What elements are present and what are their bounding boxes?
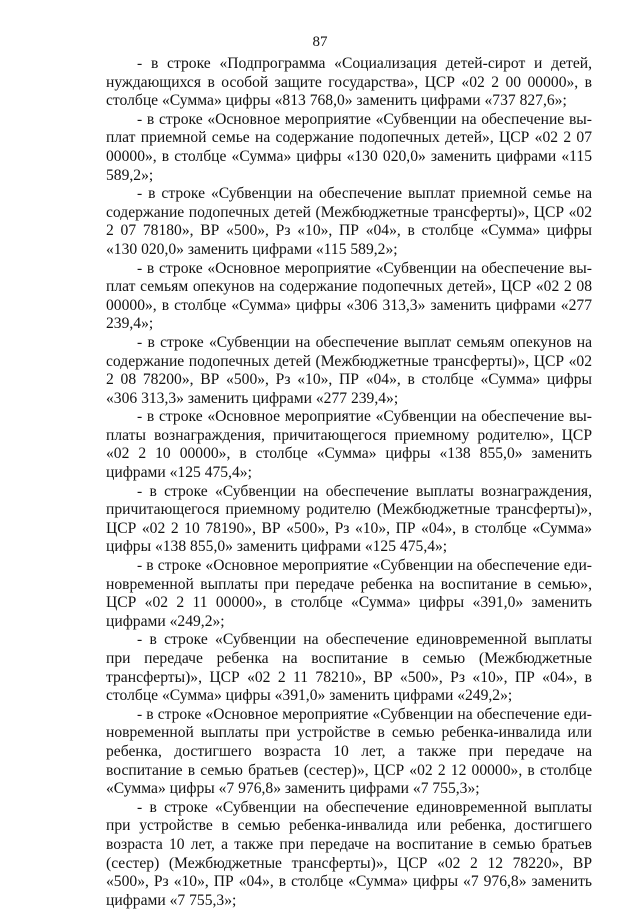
document-body <box>106 55 592 910</box>
paragraph-2: - в строке «Основное мероприятие «Субвенции на обеспечение выплат приемной семье на содержание подопечных детей», ЦСР «02 2 07 00000», в столбце «Сумма» цифры «130 020,0» заменить цифрами «115 589,2»; <box>106 110 592 184</box>
page-number: 87 <box>312 34 328 50</box>
paragraph-8: - в строке «Основное мероприятие «Субвенции на обеспечение единовременной выплаты при передаче ребенка на воспитание в семью», ЦСР «02 2 11 00000», в столбце «Сумма» цифры «391,0» заменить цифрами «249,2»; <box>106 557 592 630</box>
paragraph-6: - в строке «Основное мероприятие «Субвенции на обеспечение выплаты вознаграждения, причитающегося приемному родителю», ЦСР «02 2 10 00000», в столбце «Сумма» цифры «138 855,0» заменить цифрами «125 475,4»; <box>106 408 592 482</box>
paragraph-10: - в строке «Основное мероприятие «Субвенции на обеспечение единовременной выплаты при устройстве в семью ребенка-инвалида или ребенка, достигшего возраста 10 лет, а также при передаче на воспитание в семью братьев (сестер)», ЦСР «02 2 12 00000», в столбце «Сумма» цифры «7 976,8» заменить цифрами «7 755,3»; <box>106 705 592 798</box>
paragraph-5: - в строке «Субвенции на обеспечение выплат семьям опекунов на содержание подопечных детей (Межбюджетные трансферты)», ЦСР «02 2 08 78200», ВР «500», Рз «10», ПР «04», в столбце «Сумма» цифры «306 313,3» заменить цифрами «277 239,4»; <box>106 333 592 407</box>
paragraph-9: - в строке «Субвенции на обеспечение единовременной выплаты при передаче ребенка на воспитание в семью (Межбюджетные трансферты)», ЦСР «02 2 11 78210», ВР «500», Рз «10», ПР «04», в столбце «Сумма» цифры «391,0» заменить цифрами «249,2»; <box>106 631 592 705</box>
paragraph-4: - в строке «Основное мероприятие «Субвенции на обеспечение выплат семьям опекунов на содержание подопечных детей», ЦСР «02 2 08 00000», в столбце «Сумма» цифры «306 313,3» заменить цифрами «277 239,4»; <box>106 259 592 333</box>
paragraph-11: - в строке «Субвенции на обеспечение единовременной выплаты при устройстве в семью ребенка-инвалида или ребенка, достигшего возраста 10 лет, а также при передаче на воспитание в семью братьев (сестер) (Межбюджетные трансферты)», ЦСР «02 2 12 78220», ВР «500», Рз «10», ПР «04», в столбце «Сумма» цифры «7 976,8» заменить цифрами «7 755,3»; <box>106 798 592 909</box>
paragraph-3: - в строке «Субвенции на обеспечение выплат приемной семье на содержание подопечных детей (Межбюджетные трансферты)», ЦСР «02 2 07 78180», ВР «500», Рз «10», ПР «04», в столбце «Сумма» цифры «130 020,0» заменить цифрами «115 589,2»; <box>106 185 592 258</box>
paragraph-1: - в строке «Подпрограмма «Социализация детей-сирот и детей, нуждающихся в особой защите государства», ЦСР «02 2 00 00000», в столбце «Сумма» цифры «813 768,0» заменить цифрами «737 827,6»; <box>106 55 592 110</box>
paragraph-7: - в строке «Субвенции на обеспечение выплаты вознаграждения, причитающегося приемному родителю (Межбюджетные трансферты)», ЦСР «02 2 10 78190», ВР «500», Рз «10», ПР «04», в столбце «Сумма» цифры «138 855,0» заменить цифрами «125 475,4»; <box>106 482 592 556</box>
